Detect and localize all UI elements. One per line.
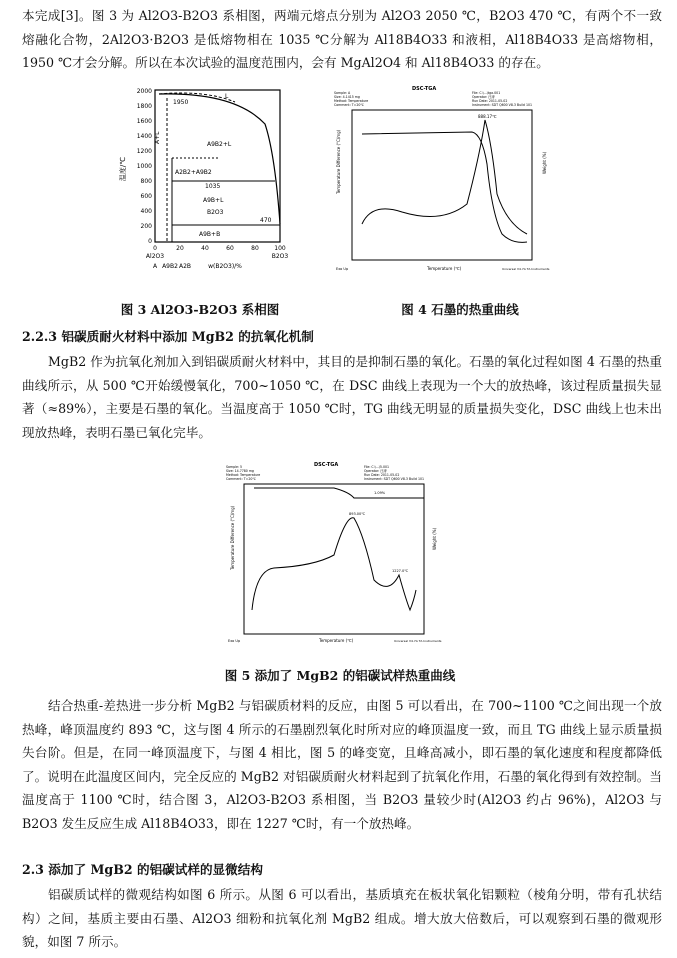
ytick: 1200 [136,148,152,155]
dsc-tga-mgb2-figure [224,460,464,645]
bottom-label: A9B2 [162,263,178,270]
svg-text:Instrument: SDT Q600 V8.3 Buil: Instrument: SDT Q600 V8.3 Build 101 [364,477,425,481]
plot-frame [244,484,424,634]
figure-4-caption: 图 4 石墨的热重曲线 [401,302,519,317]
ytick: 1000 [136,163,152,170]
region-A9B2-L: A9B2+L [207,141,232,148]
xtick: 100 [274,245,286,252]
ytick: 1600 [136,118,152,125]
temp-label: 1950 [173,99,189,106]
liquidus-curve [159,94,280,224]
svg-text:Method: Temperature: Method: Temperature [334,99,369,103]
svg-text:File: C:\...\tga.001: File: C:\...\tga.001 [472,91,501,95]
svg-text:File: C:\...\5.001: File: C:\...\5.001 [364,465,390,469]
y-axis-label: 温度/℃ [119,156,127,182]
dsc-curve [362,120,527,234]
y-left-label: Temperature Difference (°C/mg) [230,505,235,570]
dsc-tga-graphite-figure [332,84,572,284]
ytick: 1400 [136,133,152,140]
ytick: 2000 [136,88,152,95]
tg-curve [254,488,424,498]
phase-diagram-figure [115,84,295,284]
ytick: 600 [140,193,152,200]
dsc-curve [252,518,416,610]
region-L: L [225,93,229,100]
ytick: 800 [140,178,152,185]
xtick: 60 [226,245,234,252]
bottom-label: A2B [178,263,192,270]
chart-title: DSC-TGA [412,86,437,92]
svg-text:Size: 14.7780 mg: Size: 14.7780 mg [226,469,254,473]
ytick: 1800 [136,103,152,110]
region-A2B-A9B2: A2B2+A9B2 [175,169,212,176]
temp-label: 470 [260,217,272,224]
x-left-label: Al2O3 [145,253,165,260]
svg-text:Exo Up: Exo Up [336,267,349,271]
svg-text:Comment: T=20℃: Comment: T=20℃ [334,103,364,107]
section-heading: 2.3 添加了 MgB2 的铝碳试样的显微结构 [22,862,263,877]
ytick: 0 [148,238,152,245]
y-right-label: Weight (%) [542,151,547,174]
y-left-label: Temperature Difference (°C/mg) [336,129,341,194]
svg-text:Sample: A: Sample: A [334,91,351,95]
x-axis-label: Temperature (℃) [319,638,354,643]
x-axis-label: Temperature (℃) [427,266,462,271]
svg-text:Universal V4.7A TA Instruments: Universal V4.7A TA Instruments [394,639,442,643]
svg-text:Method: Temperature: Method: Temperature [226,473,261,477]
svg-text:Exo Up: Exo Up [228,639,241,643]
section-heading: 2.2.3 铝碳质耐火材料中添加 MgB2 的抗氧化机制 [22,329,314,344]
region-A9B-B: A9B+B [199,231,221,238]
svg-text:Size: 4.1415 mg: Size: 4.1415 mg [334,95,360,99]
region-B2O3: B2O3 [207,209,224,216]
peak-label: 888.17℃ [478,114,497,119]
paragraph: 铝碳质试样的微观结构如图 6 所示。从图 6 可以看出，基质填充在板状氧化铝颗粒（棱角分明，带有孔状结构）之间，基质主要由石墨、Al2O3 细粉和抗氧化剂 MgB2 组成。增大放大倍数后，可以观察到石墨的微观形貌，如图 7 所示。 [22,887,662,949]
svg-text:Operator: 汪涛: Operator: 汪涛 [364,469,387,473]
svg-text:Instrument: SDT Q600 V8.3 Buil: Instrument: SDT Q600 V8.3 Build 101 [472,103,533,107]
ytick: 400 [140,208,152,215]
y-right-label: Weight (%) [432,527,437,550]
paragraph: 结合热重-差热进一步分析 MgB2 与铝碳质材料的反应，由图 5 可以看出，在 700~1100 ℃之间出现一个放热峰，峰顶温度约 893 ℃，这与图 4 所示的石墨剧烈氧化时所对应的峰顶温度一致，而且 TG 曲线上显示质量损失台阶。但是，在同一峰顶温度下，与图 4 相比，图 5 的峰变宽，且峰高减小，即石墨的氧化速度和程度都降低了。说明在此温度区间内，完全反应的 MgB2 对铝碳质耐火材料起到了抗氧化作用，石墨的氧化得到有效控制。当温度高于 1100 ℃时，结合图 3，Al2O3-B2O3 系相图，当 B2O3 量较少时(Al2O3 约占 96%)，Al2O3 与 B2O3 发生反应生成 Al18B4O33，即在 1227 ℃时，有一个放热峰。 [22,698,662,831]
peak2-label: 1227.0℃ [392,569,409,573]
svg-text:Sample: 5: Sample: 5 [226,465,243,469]
figure-3-caption: 图 3 Al2O3-B2O3 系相图 [120,302,280,317]
region-A9B-L: A9B+L [203,197,224,204]
region-A-L: A+L [154,131,161,144]
svg-text:Run Date: 2011-05-02: Run Date: 2011-05-02 [472,99,508,103]
temp-label: 1035 [205,183,221,190]
tg-curve [362,132,527,242]
xtick: 0 [153,245,157,252]
xtick: 80 [251,245,259,252]
figure-5-caption: 图 5 添加了 MgB2 的铝碳试样热重曲线 [224,668,456,683]
tg-label: 1.09% [374,491,386,495]
svg-text:Comment: T=20℃: Comment: T=20℃ [226,477,256,481]
x-axis-label: w(B2O3)/% [208,263,242,270]
xtick: 20 [176,245,184,252]
paragraph: MgB2 作为抗氧化剂加入到铝碳质耐火材料中，其目的是抑制石墨的氧化。石墨的氧化过程如图 4 石墨的热重曲线所示，从 500 ℃开始缓慢氧化，700~1050 ℃，在 DSC 曲线上表现为一个大的放热峰，该过程质量损失显著（≈89%），主要是石墨的氧化。当温度高于 1050 ℃时，TG 曲线无明显的质量损失变化，DSC 曲线上也未出现放热峰，表明石墨已氧化完毕。 [22,354,662,440]
intro-paragraph: 本完成[3]。图 3 为 Al2O3-B2O3 系相图，两端元熔点分别为 Al2O3 2050 ℃，B2O3 470 ℃，有两个不一致熔融化合物，2Al2O3·B2O3 是低熔物相在 1035 ℃分解为 Al18B4O33 和液相，Al18B4O33 是高熔物相，1950 ℃才会分解。所以在本次试验的温度范围内，会有 MgAl2O4 和 Al18B4O33 的存在。 [22,8,662,70]
svg-text:Operator: 汪涛: Operator: 汪涛 [472,95,495,99]
svg-text:Run Date: 2011-05-02: Run Date: 2011-05-02 [364,473,400,477]
xtick: 40 [201,245,209,252]
svg-text:Universal V4.7A TA Instruments: Universal V4.7A TA Instruments [502,267,550,271]
chart-title: DSC-TGA [314,462,339,468]
ytick: 200 [140,223,152,230]
x-right-label: B2O3 [271,253,289,260]
bottom-label: A [152,263,158,270]
peak-label: 893.00℃ [349,512,366,516]
